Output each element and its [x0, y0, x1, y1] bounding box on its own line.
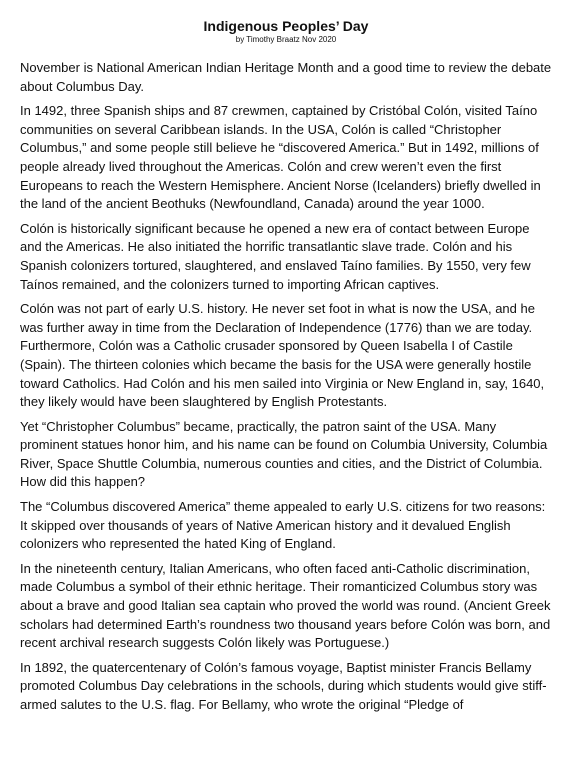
paragraph: The “Columbus discovered America” theme appealed to early U.S. citizens for two reasons: It skipped over thousands of years of Native American history and it devalued English colonizers who represented the hated King of England.	[20, 499, 546, 552]
paragraph: Yet “Christopher Columbus” became, practically, the patron saint of the USA. Many prominent statues honor him, and his name can be found on Columbia University, Columbia River, Space Shuttle Columbia, numerous counties and cities, and the District of Columbia. How did this happen?	[20, 418, 548, 490]
paragraph: In 1492, three Spanish ships and 87 crewmen, captained by Cristóbal Colón, visited Taíno communities on several Caribbean islands. In the USA, Colón is called “Christopher Columbus,” and some people still believe he “discovered America.” But in 1492, millions of people already lived throughout the Americas. Colón and crew weren’t even the first Europeans to reach the Western Hemisphere. Ancient Norse (Icelanders) briefly dwelled in the land of the ancient Beothuks (Newfoundland, Canada) around the year 1000.	[20, 103, 541, 212]
document-body	[20, 59, 552, 715]
paragraph: November is National American Indian Heritage Month and a good time to review the debate about Columbus Day.	[20, 60, 552, 94]
paragraph: Colón is historically significant because he opened a new era of contact between Europe and the Americas. He also initiated the horrific transatlantic slave trade. Colón and his Spanish colonizers tortured, slaughtered, and enslaved Taíno families. By 1550, very few Taínos remained, and the colonizers turned to importing African captives.	[20, 220, 531, 292]
paragraph: In the nineteenth century, Italian Americans, who often faced anti-Catholic discrimination, made Columbus a symbol of their ethnic heritage. Their romanticized Columbus story was about a brave and good Italian sea captain who proved the world was round. (Ancient Greek scholars had determined Earth’s roundness two thousand years before Colón was born, and recent archival research suggests Colón likely was Portuguese.)	[20, 560, 551, 651]
paragraph: Colón was not part of early U.S. history. He never set foot in what is now the USA, and he was further away in time from the Declaration of Independence (1776) than we are today. Furthermore, Colón was a Catholic crusader sponsored by Queen Isabella I of Castile (Spain). The thirteen colonies which became the basis for the USA were generally hostile toward Catholics. Had Colón and his men sailed into Virginia or New England in, say, 1640, they likely would have been slaughtered by English Protestants.	[20, 301, 545, 410]
document-byline: by Timothy Braatz Nov 2020	[235, 35, 337, 44]
document-title: Indigenous Peoples’ Day	[203, 18, 369, 34]
paragraph: In 1892, the quatercentenary of Colón’s famous voyage, Baptist minister Francis Bellamy promoted Columbus Day celebrations in the schools, during which students would give stiff-armed salutes to the U.S. flag. For Bellamy, who wrote the original “Pledge of	[20, 659, 547, 712]
